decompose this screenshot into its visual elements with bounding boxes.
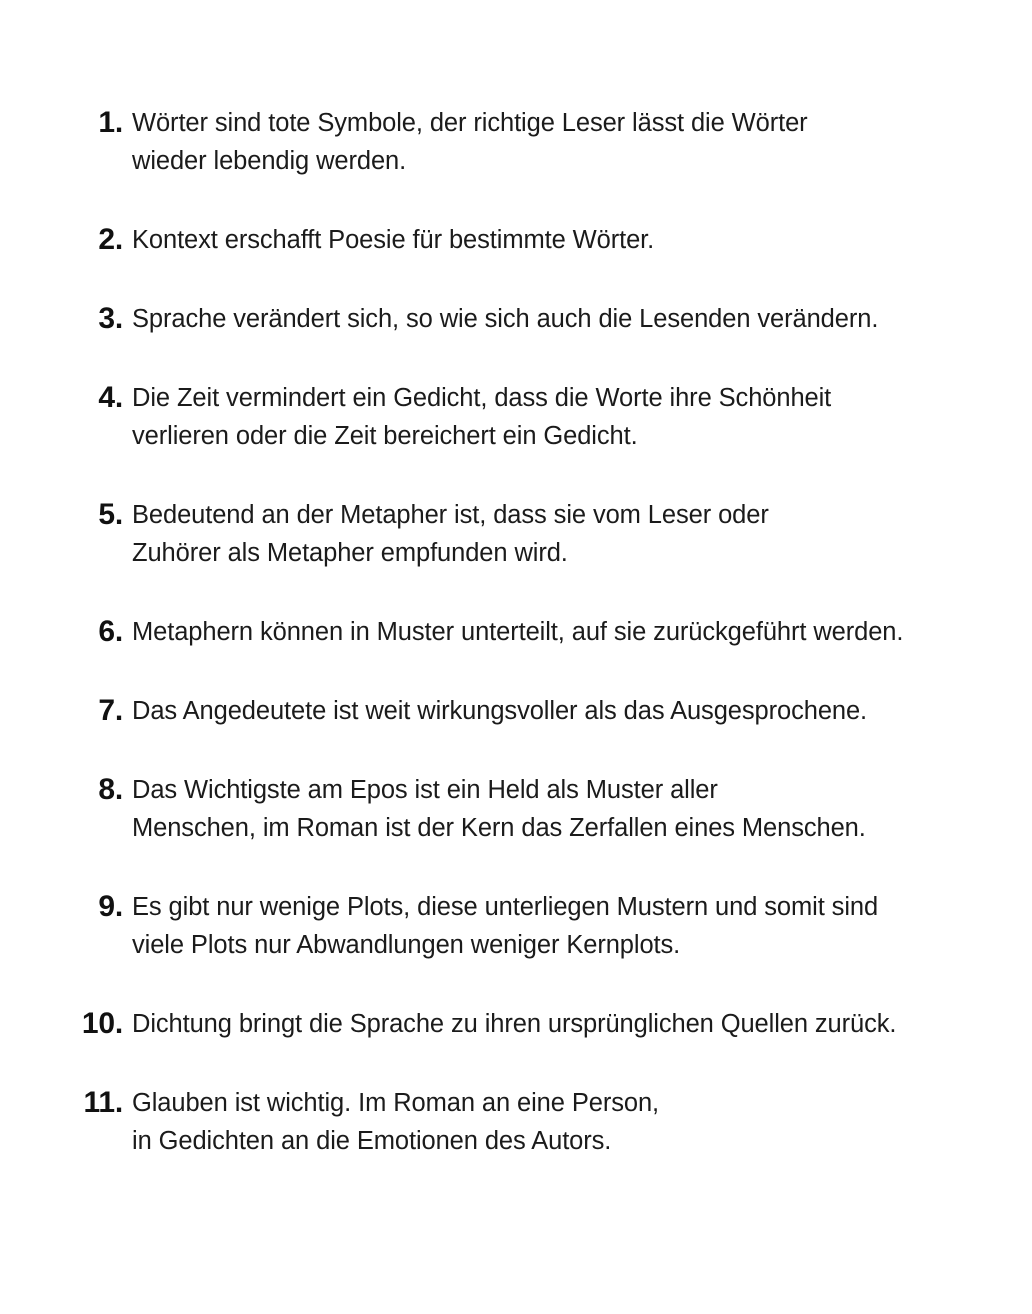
list-item-line: Die Zeit vermindert ein Gedicht, dass die Worte ihre Schönheit [132,384,832,412]
list-item-line: wieder lebendig werden. [132,147,407,175]
list-item-number: 3. [98,302,123,335]
list-item-text [132,1005,962,1043]
list-item [70,771,962,847]
list-item-text [132,379,962,455]
list-item-line: Zuhörer als Metapher empfunden wird. [132,539,568,567]
list-item-text [132,613,962,651]
list-item-text [132,300,962,338]
list-item-text [132,771,962,847]
list-item-text [132,692,962,730]
list-item-line: Wörter sind tote Symbole, der richtige Leser lässt die Wörter [132,109,808,137]
list-item-text [132,1084,962,1160]
list-item-line: Metaphern können in Muster unterteilt, auf sie zurückgeführt werden. [132,618,904,646]
list-item-line: Dichtung bringt die Sprache zu ihren ursprünglichen Quellen zurück. [132,1010,897,1038]
list-item-number: 5. [98,498,123,531]
list-item-line: Bedeutend an der Metapher ist, dass sie vom Leser oder [132,501,769,529]
list-item-text [132,496,962,572]
list-item-line: verlieren oder die Zeit bereichert ein Gedicht. [132,422,638,450]
list-item-line: viele Plots nur Abwandlungen weniger Kernplots. [132,931,681,959]
list-item [70,221,962,259]
list-item [70,300,962,338]
list-item-line: Sprache verändert sich, so wie sich auch die Lesenden verändern. [132,305,879,333]
list-item-number: 11. [83,1086,123,1119]
list-item-line: Glauben ist wichtig. Im Roman an eine Person, [132,1089,660,1117]
list-item [70,692,962,730]
list-item-number: 9. [98,890,123,923]
list-item [70,888,962,964]
list-item-number: 4. [98,381,123,414]
list-item [70,1005,962,1043]
list-item-number: 6. [98,615,123,648]
numbered-list [70,104,962,1160]
list-item-line: Es gibt nur wenige Plots, diese unterliegen Mustern und somit sind [132,893,879,921]
list-item-number: 7. [98,694,123,727]
list-item-line: Das Angedeutete ist weit wirkungsvoller als das Ausgesprochene. [132,697,868,725]
list-item-number: 1. [98,106,123,139]
list-item-number: 8. [98,773,123,806]
list-item [70,496,962,572]
list-item [70,613,962,651]
list-item-text [132,888,962,964]
list-item-line: Kontext erschafft Poesie für bestimmte Wörter. [132,226,655,254]
list-item-text [132,221,962,259]
list-item-line: Das Wichtigste am Epos ist ein Held als Muster aller [132,776,718,804]
list-item-text [132,104,962,180]
list-item [70,1084,962,1160]
list-item [70,104,962,180]
list-item-number: 2. [98,223,123,256]
list-item-line: in Gedichten an die Emotionen des Autors. [132,1127,612,1155]
list-item-line: Menschen, im Roman ist der Kern das Zerfallen eines Menschen. [132,814,866,842]
list-item-number: 10. [81,1007,123,1040]
list-item [70,379,962,455]
